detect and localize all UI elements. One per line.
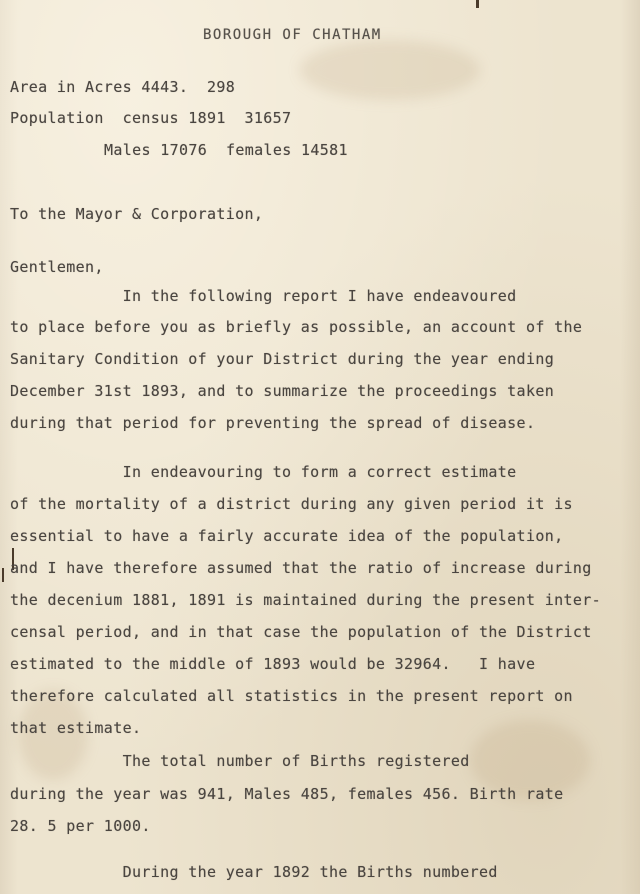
paragraph-line: 28. 5 per 1000. xyxy=(10,817,151,835)
area-line: Area in Acres 4443. 298 xyxy=(10,78,236,96)
paragraph-line: to place before you as briefly as possible, an account of the xyxy=(10,318,583,336)
margin-mark xyxy=(476,0,479,8)
paragraph-line: During the year 1892 the Births numbered xyxy=(10,863,498,881)
paragraph-line: and I have therefore assumed that the ratio of increase during xyxy=(10,559,592,577)
margin-mark xyxy=(2,568,4,582)
paragraph-line: that estimate. xyxy=(10,719,142,737)
population-line: Population census 1891 31657 xyxy=(10,109,292,127)
addressee-line: To the Mayor & Corporation, xyxy=(10,205,264,223)
paragraph-line: during that period for preventing the spread of disease. xyxy=(10,414,536,432)
paragraph-line: the decenium 1881, 1891 is maintained during the present inter- xyxy=(10,591,601,609)
paragraph-line: December 31st 1893, and to summarize the proceedings taken xyxy=(10,382,555,400)
males-females-line: Males 17076 females 14581 xyxy=(104,141,348,159)
paragraph-line: of the mortality of a district during any given period it is xyxy=(10,495,573,513)
paragraph-line: In the following report I have endeavoured xyxy=(10,287,517,305)
paragraph-line: during the year was 941, Males 485, females 456. Birth rate xyxy=(10,785,564,803)
paragraph-line: In endeavouring to form a correct estimate xyxy=(10,463,517,481)
paragraph-line: essential to have a fairly accurate idea of the population, xyxy=(10,527,564,545)
paragraph-line: censal period, and in that case the population of the District xyxy=(10,623,592,641)
paragraph-line: The total number of Births registered xyxy=(10,752,470,770)
salutation-line: Gentlemen, xyxy=(10,258,104,276)
paragraph-line: estimated to the middle of 1893 would be 32964. I have xyxy=(10,655,536,673)
paragraph-line: Sanitary Condition of your District during the year ending xyxy=(10,350,555,368)
document-heading: BOROUGH OF CHATHAM xyxy=(203,27,382,43)
paragraph-line: therefore calculated all statistics in the present report on xyxy=(10,687,573,705)
